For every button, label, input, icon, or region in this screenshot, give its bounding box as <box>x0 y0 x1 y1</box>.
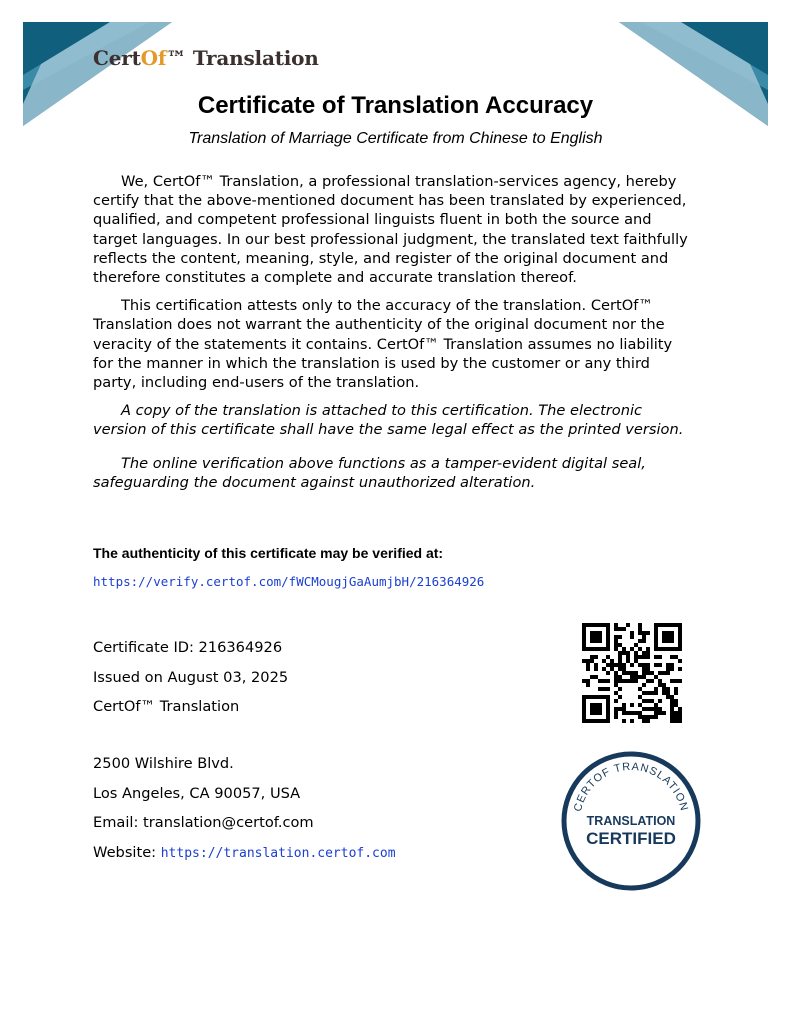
company-name: CertOf™ Translation <box>93 698 240 715</box>
address-street: 2500 Wilshire Blvd. <box>93 755 234 772</box>
seal-line-certified: CERTIFIED <box>586 829 676 848</box>
logo-of: Of <box>140 46 167 70</box>
company-logo <box>93 46 319 70</box>
verify-label: The authenticity of this certificate may be verified at: <box>93 545 444 561</box>
certification-seal <box>560 750 702 892</box>
seal-ring-text: CERTOF TRANSLATION <box>571 760 691 813</box>
page-subtitle: Translation of Marriage Certificate from Chinese to English <box>188 130 603 147</box>
certificate-id: Certificate ID: 216364926 <box>93 639 283 656</box>
paragraph-certification: We, CertOf™ Translation, a professional translation-services agency, hereby certify that the above-mentioned document has been translated by experienced, qualified, and competent professional linguists fluent in both the source and target languages. In our best professional judgment, the translated text faithfully reflects the content, meaning, style, and register of the original document and therefore constitutes a complete and accurate translation thereof. <box>93 173 688 287</box>
paragraph-verification: The online verification above functions as a tamper-evident digital seal, safeguarding the document against unauthorized alteration. <box>93 454 646 491</box>
website-label: Website: <box>93 844 161 861</box>
website-link[interactable]: https://translation.certof.com <box>160 846 396 861</box>
issue-date: Issued on August 03, 2025 <box>93 669 289 686</box>
paragraph-disclaimer: This certification attests only to the accuracy of the translation. CertOf™ Translation does not warrant the authenticity of the original document nor the veracity of the statements it contains. CertOf™ Translation assumes no liability for the manner in which the translation is used by the customer or any third party, including end-users of the translation. <box>93 297 673 392</box>
paragraph-attachment: A copy of the translation is attached to this certification. The electronic version of this certificate shall have the same legal effect as the printed version. <box>93 402 684 439</box>
contact-email: Email: translation@certof.com <box>93 814 314 831</box>
verify-link[interactable]: https://verify.certof.com/fWCMougjGaAumjbH/216364926 <box>93 574 485 589</box>
certificate-body <box>93 172 693 506</box>
qr-code[interactable] <box>582 623 682 723</box>
logo-cert: Cert <box>93 46 141 70</box>
contact-website <box>93 844 396 861</box>
address-city: Los Angeles, CA 90057, USA <box>93 785 301 802</box>
page-title: Certificate of Translation Accuracy <box>197 92 594 119</box>
seal-line-translation: TRANSLATION <box>586 814 676 828</box>
logo-rest: ™ Translation <box>166 46 319 70</box>
